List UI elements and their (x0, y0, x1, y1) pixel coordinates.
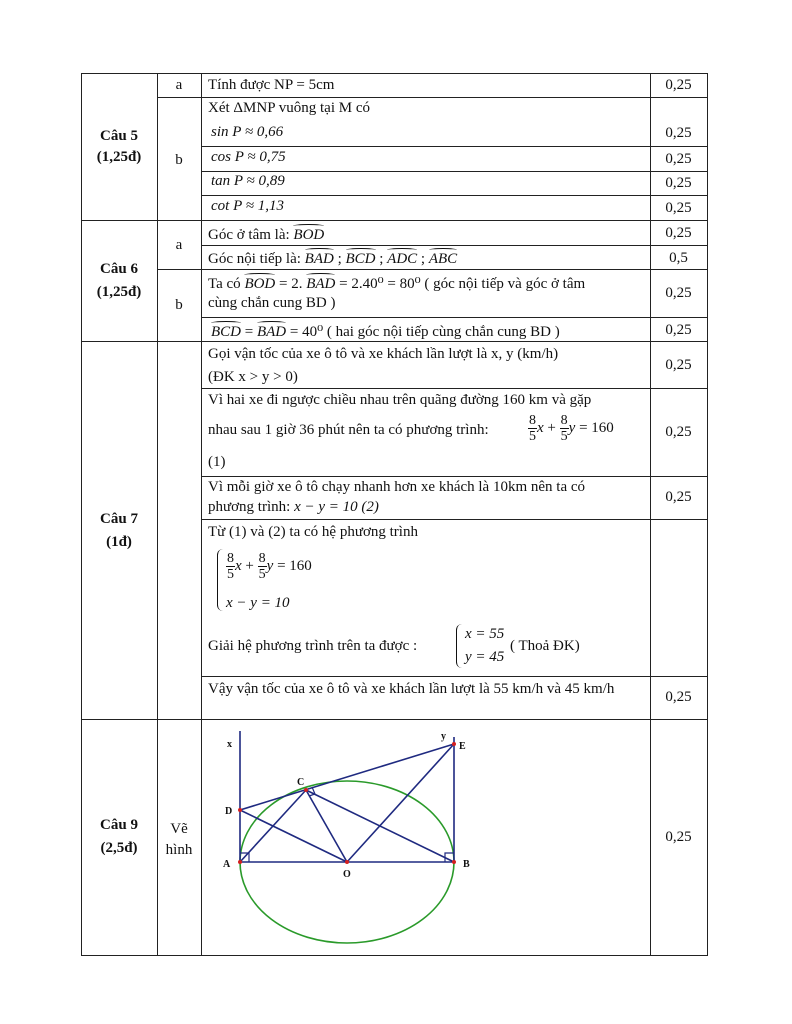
table-border-bottom (81, 955, 708, 956)
cau5-cos: cos P ≈ 0,75 (211, 149, 286, 165)
column-divider-1 (157, 73, 158, 956)
angle-bod: BOD (293, 224, 324, 244)
cau5-sin: sin P ≈ 0,66 (211, 124, 284, 140)
cau5-points: (1,25đ) (96, 149, 142, 165)
solution-brace (456, 624, 463, 668)
segment-oe (347, 744, 454, 862)
cau5-b-intro: Xét ΔMNP vuông tại M có (208, 100, 370, 116)
cau7-r2-line3: (1) (208, 454, 226, 470)
cau7-solve-text: Giải hệ phương trình trên ta được : (208, 638, 418, 654)
row-divider-cau5 (81, 220, 708, 221)
cau9-score: 0,25 (665, 829, 692, 845)
cau7-r2-line2: nhau sau 1 giờ 36 phút nên ta có phương trình: (208, 422, 489, 438)
row-divider-cau7 (81, 719, 708, 720)
cau7-r3-line1: Vì mỗi giờ xe ô tô chạy nhanh hơn xe khách là 10km nên ta có (208, 479, 586, 495)
point-o (345, 860, 349, 864)
system-brace (217, 549, 224, 611)
cau7-solution-x: x = 55 (465, 626, 505, 642)
cau6-part-a: a (175, 237, 183, 253)
cau7-system-eq2: x − y = 10 (226, 595, 290, 611)
label-x: x (227, 739, 232, 750)
table-border-right (707, 73, 708, 956)
label-c: C (297, 777, 305, 788)
cau6-part-b: b (175, 297, 183, 313)
cau7-r1-line1: Gọi vận tốc của xe ô tô và xe khách lần lượt là x, y (km/h) (208, 346, 559, 362)
cau6-b1-line2: cùng chắn cung BD ) (208, 295, 336, 311)
cau7-system-eq1: $\frac{8}{5}$ x + $\frac{8}{5}$ y = 160 (227, 551, 312, 582)
point-b (452, 860, 456, 864)
label-a: A (223, 859, 231, 870)
cau7-r5-score: 0,25 (665, 689, 692, 705)
cau7-r5-text: Vậy vận tốc của xe ô tô và xe khách lần lượt là 55 km/h và 45 km/h (208, 681, 615, 697)
cau9-label: Câu 9 (100, 817, 138, 833)
cau7-r2-line1: Vì hai xe đi ngược chiều nhau trên quãng đường 160 km và gặp (208, 392, 592, 408)
cau5-b-score-2: 0,25 (665, 151, 692, 167)
label-e: E (459, 741, 466, 752)
point-d (238, 808, 242, 812)
cau7-r4-line1: Từ (1) và (2) ta có hệ phương trình (208, 524, 418, 540)
cau6-a2-score: 0,5 (669, 250, 688, 266)
cau6-a2: Góc nội tiếp là: BAD ; BCD ; ADC ; ABC (208, 248, 457, 268)
cau9-part: Vẽ hình (165, 821, 193, 858)
row-divider-cau6 (81, 341, 708, 342)
cau7-r1-line2: (ĐK x > y > 0) (208, 369, 298, 385)
point-e (452, 742, 456, 746)
grading-table (81, 73, 708, 956)
cau5-part-a: a (175, 77, 183, 93)
cau7-r3-line2: phương trình: x − y = 10 (2) (208, 499, 379, 515)
cau7-solution-note: ( Thoả ĐK) (510, 638, 580, 654)
table-border-top (81, 73, 708, 74)
cau6-points: (1,25đ) (96, 284, 142, 300)
cau5-a-score: 0,25 (665, 77, 692, 93)
cau5-b-score-4: 0,25 (665, 200, 692, 216)
cau5-cot: cot P ≈ 1,13 (211, 198, 284, 214)
cau6-b1-line1: Ta có BOD = 2. BAD = 2.40⁰ = 80⁰ ( góc nội tiếp và góc ở tâm (208, 273, 585, 293)
cau6-b2: BCD = BAD = 40⁰ ( hai góc nội tiếp cùng chắn cung BD ) (211, 321, 560, 341)
cau7-solution-y: y = 45 (465, 649, 505, 665)
cau7-r3-score: 0,25 (665, 489, 692, 505)
cau5-b-score-3: 0,25 (665, 175, 692, 191)
tangent-de (240, 744, 454, 810)
cau7-r2-equation: $\frac{8}{5}$ x + $\frac{8}{5}$ y = 160 (529, 413, 614, 444)
cau6-b2-score: 0,25 (665, 322, 692, 338)
point-c (304, 788, 308, 792)
cau5-part-b: b (175, 152, 183, 168)
label-d: D (225, 806, 233, 817)
point-a (238, 860, 242, 864)
cau5-a-text: Tính được NP = 5cm (208, 77, 335, 93)
cau5-label: Câu 5 (100, 128, 138, 144)
cau9-points: (2,5đ) (100, 840, 138, 856)
label-b: B (463, 859, 470, 870)
geometry-figure (211, 725, 471, 951)
cau5-b-score-1: 0,25 (665, 125, 692, 141)
cau7-points: (1đ) (106, 534, 132, 550)
cau5-tan: tan P ≈ 0,89 (211, 173, 285, 189)
cau6-a1: Góc ở tâm là: BOD (208, 224, 324, 244)
cau6-a1-score: 0,25 (665, 225, 692, 241)
cau7-r1-score: 0,25 (665, 357, 692, 373)
segment-do (240, 810, 347, 862)
label-o: O (343, 869, 351, 880)
cau7-label: Câu 7 (100, 511, 138, 527)
cau7-r2-score: 0,25 (665, 424, 692, 440)
label-y: y (441, 731, 446, 742)
column-divider-2 (201, 73, 202, 956)
cau6-b1-score: 0,25 (665, 285, 692, 301)
cau6-label: Câu 6 (100, 261, 138, 277)
